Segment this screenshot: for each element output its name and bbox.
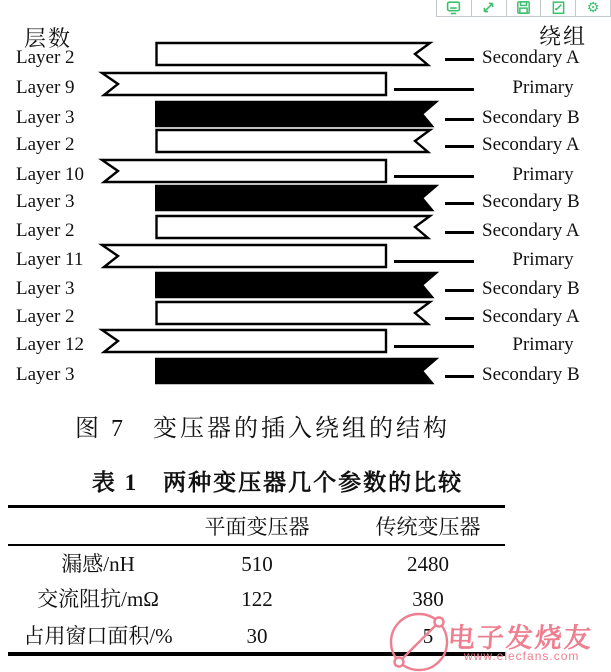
winding-bar-secondary-b [155, 271, 441, 299]
settings-gear-icon: ⚙ [586, 0, 600, 16]
table-title: 表 1 两种变压器几个参数的比较 [91, 470, 464, 495]
expand-button[interactable] [472, 0, 507, 17]
edit-document-icon [551, 0, 566, 15]
connector-line [445, 289, 474, 292]
table-cell-value: 30 [246, 624, 268, 648]
layer-label: Layer 3 [16, 107, 75, 128]
connector-line [445, 202, 474, 205]
layer-label: Layer 12 [16, 334, 85, 355]
watermark-logo [383, 608, 457, 672]
display-icon [446, 0, 461, 15]
connector-line [445, 118, 474, 121]
winding-label: Primary [512, 77, 574, 98]
winding-label: Secondary A [482, 134, 580, 155]
expand-arrows-icon [481, 0, 496, 15]
winding-label: Secondary A [482, 47, 580, 68]
layer-label: Layer 2 [16, 47, 75, 68]
layer-label: Layer 3 [16, 278, 75, 299]
winding-bar-secondary-a [155, 214, 441, 240]
viewer-toolbar [436, 0, 611, 17]
layer-label: Layer 2 [16, 134, 75, 155]
watermark-url: www.elecfans.com [464, 649, 580, 663]
connector-line [445, 317, 474, 320]
save-button[interactable] [507, 0, 542, 17]
table-cell-value: 2480 [407, 552, 449, 576]
layer-label: Layer 3 [16, 191, 75, 212]
winding-label: Secondary B [482, 191, 580, 212]
table-rule-header [8, 544, 505, 546]
layer-label: Layer 9 [16, 77, 75, 98]
connector-line [394, 345, 474, 348]
connector-line [394, 175, 474, 178]
connector-line [445, 58, 474, 61]
layer-label: Layer 3 [16, 364, 75, 385]
layers-column-header: 层数 [24, 26, 73, 51]
table-cell-value: 122 [241, 587, 273, 611]
winding-label: Primary [512, 164, 574, 185]
layer-label: Layer 2 [16, 220, 75, 241]
winding-bar-secondary-b [155, 100, 441, 128]
winding-bar-secondary-a [155, 41, 441, 67]
layer-label: Layer 2 [16, 306, 75, 327]
winding-bar-secondary-b [155, 184, 441, 212]
windings-column-header: 绕组 [539, 24, 588, 49]
table-cell-value: 5 [422, 624, 434, 648]
winding-bar-secondary-a [155, 300, 441, 326]
table-rule-top [8, 505, 505, 508]
connector-line [394, 260, 474, 263]
connector-line [445, 231, 474, 234]
winding-bar-secondary-b [155, 357, 441, 385]
table-row-label: 漏感/nH [61, 552, 135, 576]
winding-label: Secondary A [482, 306, 580, 327]
table-row-label: 占用窗口面积/% [23, 624, 173, 648]
winding-bar-secondary-a [155, 128, 441, 154]
connector-line [394, 88, 474, 91]
table-row-label: 交流阻抗/mΩ [37, 587, 159, 611]
save-icon [516, 0, 531, 15]
winding-bar-primary [98, 328, 390, 354]
table-cell-value: 380 [412, 587, 444, 611]
winding-label: Secondary B [482, 107, 580, 128]
layer-label: Layer 10 [16, 164, 85, 185]
table-col-header: 平面变压器 [204, 515, 310, 539]
winding-label: Secondary B [482, 278, 580, 299]
winding-label: Secondary A [482, 220, 580, 241]
figure-caption: 图 7 变压器的插入绕组的结构 [75, 416, 450, 442]
table-col-header: 传统变压器 [375, 515, 481, 539]
winding-label: Primary [512, 249, 574, 270]
display-button[interactable] [436, 0, 472, 17]
layer-label: Layer 11 [16, 249, 84, 270]
winding-bar-primary [98, 158, 390, 184]
winding-bar-primary [98, 71, 390, 97]
winding-bar-primary [98, 243, 390, 269]
winding-label: Secondary B [482, 364, 580, 385]
settings-button[interactable] [576, 0, 611, 17]
winding-label: Primary [512, 334, 574, 355]
edit-document-button[interactable] [541, 0, 576, 17]
connector-line [445, 145, 474, 148]
table-cell-value: 510 [241, 552, 273, 576]
connector-line [445, 375, 474, 378]
watermark-brand: 电子发烧友 [446, 623, 594, 653]
